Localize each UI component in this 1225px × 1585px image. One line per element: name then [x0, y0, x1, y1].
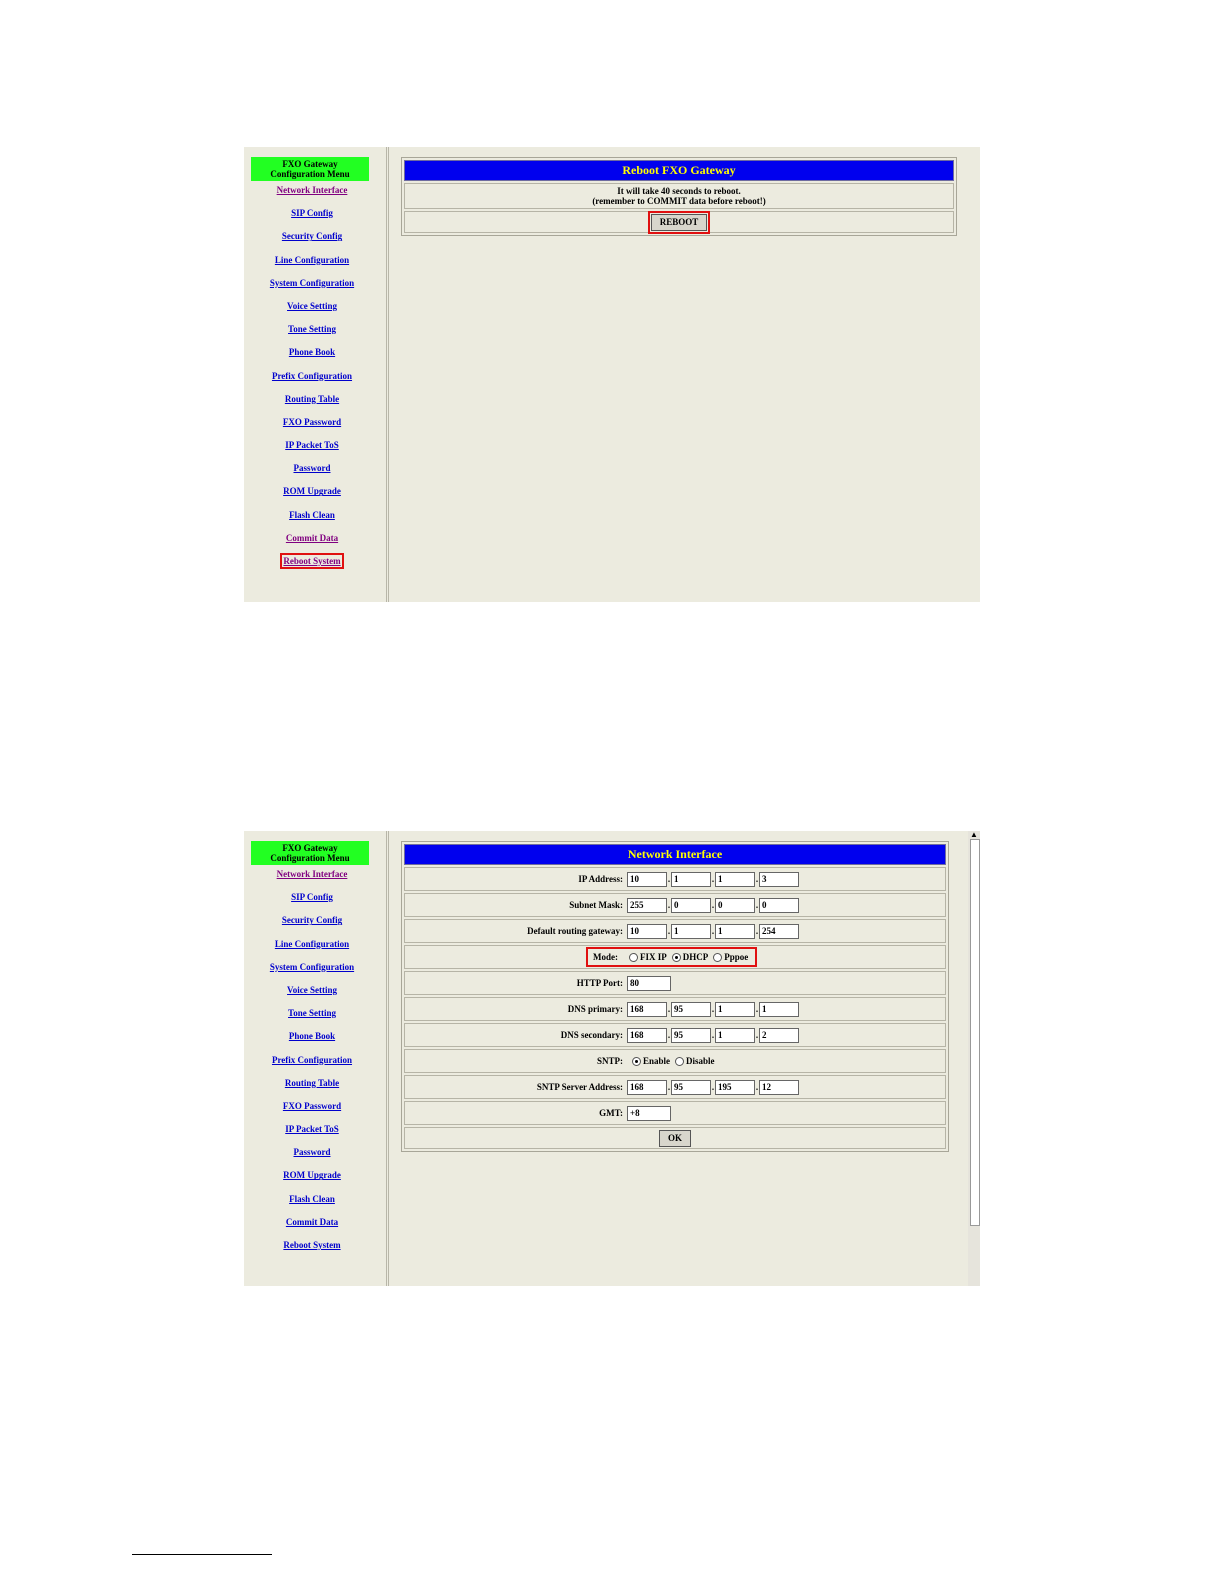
ok-button[interactable]: OK [659, 1130, 691, 1147]
menu-item-flash-clean[interactable]: Flash Clean [289, 509, 335, 520]
mode-row [404, 945, 946, 969]
scroll-thumb[interactable] [970, 839, 980, 1226]
network-panel [401, 841, 949, 1152]
dns1-octet-2[interactable]: 95 [671, 1002, 711, 1017]
dns2-octet-4[interactable]: 2 [759, 1028, 799, 1043]
reboot-button[interactable]: REBOOT [651, 214, 708, 231]
menu-title [251, 157, 369, 181]
sntp-octet-2[interactable]: 95 [671, 1080, 711, 1095]
dns2-octet-1[interactable]: 168 [627, 1028, 667, 1043]
ok-button-row [404, 1127, 946, 1149]
menu-list [244, 184, 386, 567]
reboot-title: Reboot FXO Gateway [404, 160, 954, 181]
menu-item-rom-upgrade[interactable]: ROM Upgrade [283, 1170, 341, 1181]
config-menu [244, 831, 389, 1286]
mode-fixip-radio[interactable] [629, 953, 638, 962]
scroll-up-arrow-icon[interactable]: ▲ [970, 831, 978, 839]
sntp-server-label: SNTP Server Address: [536, 1082, 623, 1092]
menu-item-routing-table[interactable]: Routing Table [284, 1077, 340, 1088]
subnet-octet-3[interactable]: 0 [715, 898, 755, 913]
ip-octet-2[interactable]: 1 [671, 872, 711, 887]
menu-item-sip-config[interactable]: SIP Config [291, 892, 333, 903]
reboot-message-line2: (remember to COMMIT data before reboot!) [592, 196, 766, 206]
dns-secondary-row: DNS secondary: 168 . 95 . 1 . 2 [404, 1023, 946, 1047]
vertical-scrollbar[interactable] [968, 831, 980, 1286]
dns1-octet-1[interactable]: 168 [627, 1002, 667, 1017]
dns1-octet-3[interactable]: 1 [715, 1002, 755, 1017]
sntp-enable-label: Enable [643, 1056, 671, 1066]
ip-address-label: IP Address: [578, 874, 623, 884]
sntp-label: SNTP: [596, 1056, 623, 1066]
menu-title [251, 841, 369, 865]
sntp-row [404, 1049, 946, 1073]
dns-primary-row: DNS primary: 168 . 95 . 1 . 1 [404, 997, 946, 1021]
reboot-screenshot [244, 147, 980, 602]
ip-octet-4[interactable]: 3 [759, 872, 799, 887]
sntp-enable-radio[interactable] [632, 1057, 641, 1066]
menu-title-line1: FXO Gateway [282, 159, 338, 169]
mode-label-text: Mode: [593, 952, 618, 962]
menu-item-line-configuration[interactable]: Line Configuration [274, 938, 350, 949]
mode-dhcp-radio[interactable] [672, 953, 681, 962]
config-menu [244, 147, 389, 602]
dns-primary-label: DNS primary: [567, 1004, 623, 1014]
subnet-mask-row: Subnet Mask: 255 . 0 . 0 . 0 [404, 893, 946, 917]
menu-item-ip-packet-tos[interactable]: IP Packet ToS [285, 1124, 339, 1135]
menu-item-voice-setting[interactable]: Voice Setting [287, 300, 337, 311]
menu-item-phone-book[interactable]: Phone Book [288, 347, 336, 358]
menu-item-network-interface[interactable]: Network Interface [276, 185, 348, 195]
sntp-disable-radio[interactable] [675, 1057, 684, 1066]
menu-item-tone-setting[interactable]: Tone Setting [288, 1008, 336, 1019]
menu-item-routing-table[interactable]: Routing Table [284, 393, 340, 404]
subnet-mask-label: Subnet Mask: [569, 900, 623, 910]
mode-pppoe-radio[interactable] [713, 953, 722, 962]
gateway-octet-3[interactable]: 1 [715, 924, 755, 939]
subnet-octet-1[interactable]: 255 [627, 898, 667, 913]
http-port-label: HTTP Port: [576, 978, 623, 988]
gateway-octet-2[interactable]: 1 [671, 924, 711, 939]
http-port-input[interactable]: 80 [627, 976, 671, 991]
reboot-system-highlight[interactable]: Reboot System [283, 556, 341, 566]
menu-item-ip-packet-tos[interactable]: IP Packet ToS [285, 440, 339, 451]
menu-item-system-configuration[interactable]: System Configuration [269, 277, 355, 288]
gmt-label: GMT: [599, 1108, 623, 1118]
reboot-message-line1: It will take 40 seconds to reboot. [617, 186, 741, 196]
gateway-label: Default routing gateway: [527, 926, 623, 936]
menu-item-commit-data[interactable]: Commit Data [285, 1216, 339, 1227]
menu-item-network-interface[interactable]: Network Interface [276, 869, 348, 879]
ip-address-row: IP Address: 10 . 1 . 1 . 3 [404, 867, 946, 891]
mode-highlight [589, 950, 754, 964]
reboot-button-row [404, 211, 954, 233]
sntp-octet-4[interactable]: 12 [759, 1080, 799, 1095]
menu-list [244, 868, 386, 1251]
network-screenshot [244, 831, 980, 1286]
menu-item-phone-book[interactable]: Phone Book [288, 1031, 336, 1042]
network-title: Network Interface [404, 844, 946, 865]
subnet-octet-2[interactable]: 0 [671, 898, 711, 913]
reboot-box [401, 157, 957, 236]
menu-item-prefix-configuration[interactable]: Prefix Configuration [271, 1054, 353, 1065]
sntp-octet-1[interactable]: 168 [627, 1080, 667, 1095]
menu-title-line1: FXO Gateway [282, 843, 338, 853]
menu-item-commit-data[interactable]: Commit Data [285, 532, 339, 543]
gmt-row [404, 1101, 946, 1125]
menu-item-fxo-password[interactable]: FXO Password [282, 416, 342, 427]
menu-item-flash-clean[interactable]: Flash Clean [289, 1193, 335, 1204]
menu-title-line2: Configuration Menu [270, 853, 350, 863]
menu-item-voice-setting[interactable]: Voice Setting [287, 984, 337, 995]
menu-title-line2: Configuration Menu [270, 169, 350, 179]
reboot-panel [401, 157, 957, 236]
sntp-disable-label: Disable [686, 1056, 715, 1066]
menu-item-password[interactable]: Password [293, 1147, 331, 1158]
mode-fixip-label: FIX IP [640, 952, 667, 962]
reboot-message [404, 183, 954, 209]
http-port-row [404, 971, 946, 995]
dns1-octet-4[interactable]: 1 [759, 1002, 799, 1017]
dns2-octet-2[interactable]: 95 [671, 1028, 711, 1043]
sntp-server-row: SNTP Server Address: 168 . 95 . 195 . 12 [404, 1075, 946, 1099]
menu-item-sip-config[interactable]: SIP Config [291, 208, 333, 219]
menu-item-reboot-system[interactable] [244, 555, 380, 567]
dns2-octet-3[interactable]: 1 [715, 1028, 755, 1043]
menu-item-prefix-configuration[interactable]: Prefix Configuration [271, 370, 353, 381]
sntp-octet-3[interactable]: 195 [715, 1080, 755, 1095]
menu-item-password[interactable]: Password [293, 463, 331, 474]
menu-item-reboot-system[interactable]: Reboot System [283, 1240, 341, 1250]
mode-pppoe-label: Pppoe [724, 952, 749, 962]
network-box [401, 841, 949, 1152]
footnote-separator [132, 1554, 272, 1555]
mode-dhcp-label: DHCP [682, 952, 709, 962]
menu-item-line-configuration[interactable]: Line Configuration [274, 254, 350, 265]
menu-item-system-configuration[interactable]: System Configuration [269, 961, 355, 972]
gateway-row: Default routing gateway: 10 . 1 . 1 . 254 [404, 919, 946, 943]
menu-item-fxo-password[interactable]: FXO Password [282, 1100, 342, 1111]
menu-item-tone-setting[interactable]: Tone Setting [288, 324, 336, 335]
gmt-input[interactable]: +8 [627, 1106, 671, 1121]
ip-octet-1[interactable]: 10 [627, 872, 667, 887]
menu-item-security-config[interactable]: Security Config [281, 915, 343, 926]
gateway-octet-4[interactable]: 254 [759, 924, 799, 939]
menu-item-security-config[interactable]: Security Config [281, 231, 343, 242]
ip-octet-3[interactable]: 1 [715, 872, 755, 887]
subnet-octet-4[interactable]: 0 [759, 898, 799, 913]
gateway-octet-1[interactable]: 10 [627, 924, 667, 939]
menu-item-rom-upgrade[interactable]: ROM Upgrade [283, 486, 341, 497]
dns-secondary-label: DNS secondary: [560, 1030, 623, 1040]
